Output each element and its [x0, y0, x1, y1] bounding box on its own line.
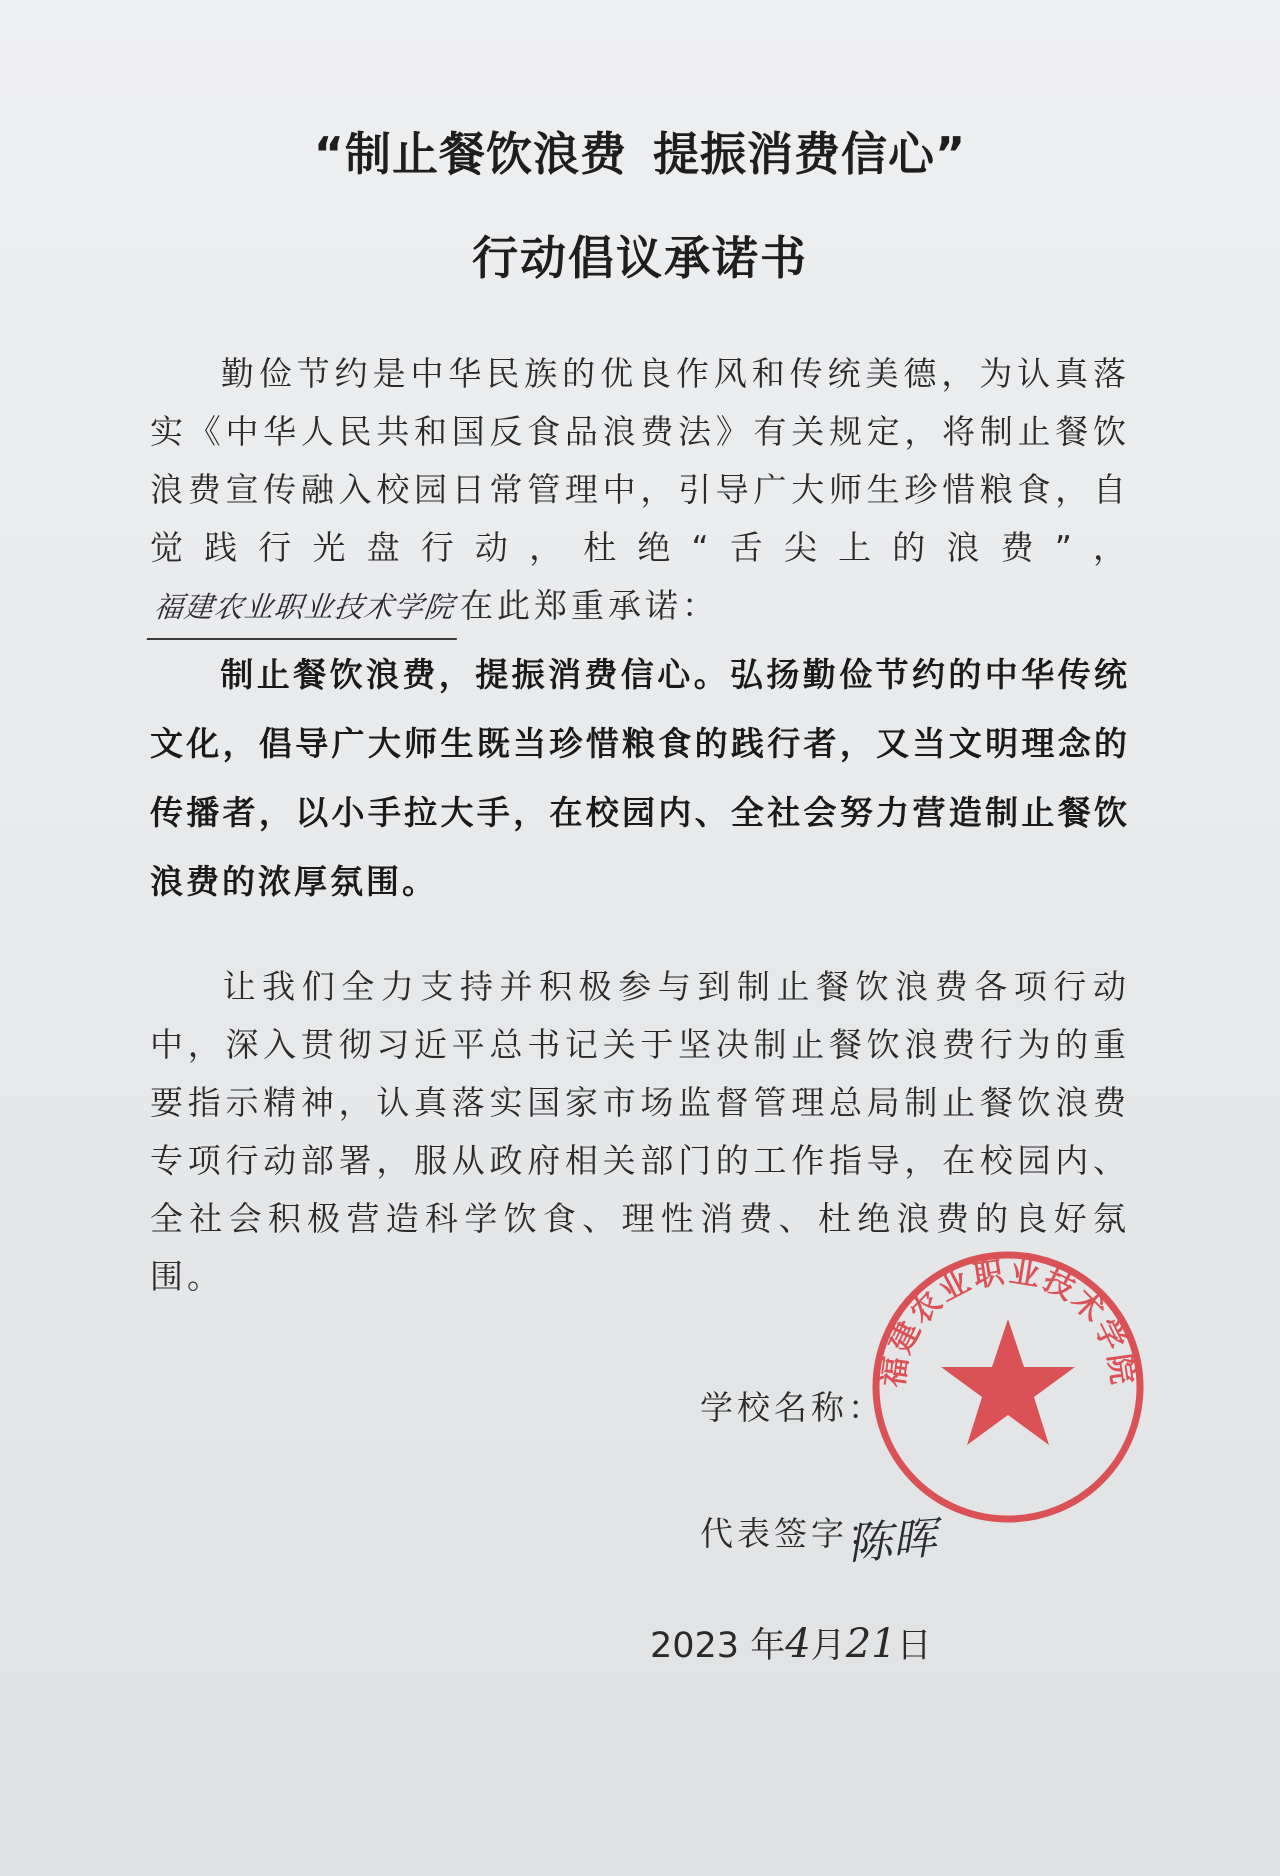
- commitment-text: 制止餐饮浪费，提振消费信心。弘扬勤俭节约的中华传统文化，倡导广大师生既当珍惜粮食的践行者，又当文明理念的传播者，以小手拉大手，在校园内、全社会努力营造制止餐饮浪费的浓厚氛围。: [150, 655, 1130, 901]
- date-year: 2023: [650, 1626, 740, 1666]
- date-month-unit: 月: [810, 1626, 846, 1666]
- signing-date: [650, 1618, 932, 1668]
- date-day: 21: [845, 1621, 897, 1667]
- call-to-action-text: 让我们全力支持并积极参与到制止餐饮浪费各项行动中，深入贯彻习近平总书记关于坚决制止餐饮浪费行为的重要指示精神，认真落实国家市场监督管理总局制止餐饮浪费专项行动部署，服从政府相关部门的工作指导，在校园内、全社会积极营造科学饮食、理性消费、杜绝浪费的良好氛围。: [150, 967, 1130, 1296]
- handwritten-school-name: 福建农业职业技术学院: [147, 578, 464, 640]
- seal-text: 福建农业职业技术学院: [875, 1254, 1141, 1390]
- official-seal-stamp: [868, 1247, 1148, 1527]
- paragraph-intro: [150, 345, 1130, 640]
- representative-signature-label: 代表签字：: [700, 1514, 885, 1553]
- date-year-unit: 年: [739, 1626, 786, 1666]
- paragraph-commitment: [150, 640, 1130, 916]
- intro-suffix: 在此郑重承诺：: [460, 586, 720, 625]
- seal-star-icon: [941, 1319, 1075, 1445]
- date-day-unit: 日: [896, 1626, 932, 1666]
- school-name-label: 学校名称：: [700, 1388, 885, 1427]
- intro-text: 勤俭节约是中华民族的优良作风和传统美德，为认真落实《中华人民共和国反食品浪费法》有关规定，将制止餐饮浪费宣传融入校园日常管理中，引导广大师生珍惜粮食，自觉践行光盘行动，杜绝“舌尖上的浪费”，: [150, 354, 1130, 567]
- representative-signature: 陈晖: [846, 1512, 938, 1570]
- title-line-2: 行动倡议承诺书: [472, 231, 808, 285]
- date-month: 4: [785, 1621, 811, 1667]
- title-line-1: “制止餐饮浪费 提振消费信心”: [313, 127, 967, 181]
